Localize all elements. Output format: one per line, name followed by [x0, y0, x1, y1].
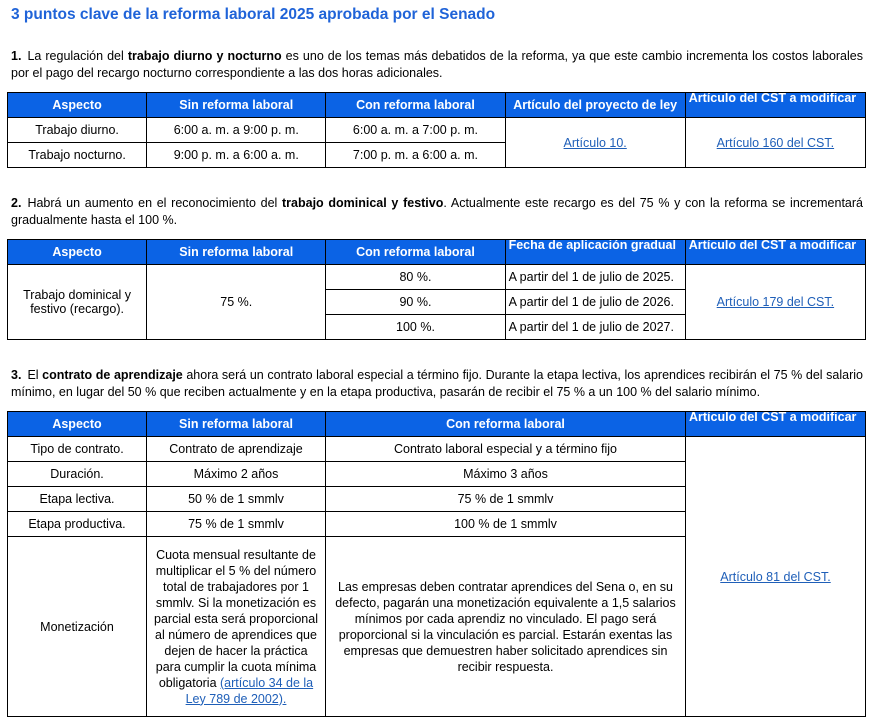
highlight: trabajo diurno y nocturno: [127, 49, 282, 63]
link-ley-789[interactable]: (artículo 34 de la Ley 789 de 2002).: [185, 675, 314, 706]
col-header: Artículo del proyecto de ley: [505, 93, 685, 118]
point-number: 1.: [11, 49, 22, 63]
col-header: Con reforma laboral: [326, 93, 505, 118]
table-row: Etapa productiva. 75 % de 1 smmlv 100 % de 1 smmlv: [8, 512, 866, 537]
col-header: Sin reforma laboral: [147, 93, 326, 118]
point-2-paragraph: 2. Habrá un aumento en el reconocimiento del trabajo dominical y festivo. Actualmente este recargo es del 75 % y con la reforma se incrementará gradualmente hasta el 100 %.: [11, 196, 863, 227]
table-row: Etapa lectiva. 50 % de 1 smmlv 75 % de 1 smmlv: [8, 487, 866, 512]
point-number: 3.: [11, 368, 22, 382]
table-row: Duración. Máximo 2 años Máximo 3 años: [8, 462, 866, 487]
table-row: Trabajo dominical y festivo (recargo). 75 %. 80 %. A partir del 1 de julio de 2025. Artículo 179 del CST.: [8, 265, 866, 290]
col-header: Sin reforma laboral: [147, 412, 326, 437]
page-title: 3 puntos clave de la reforma laboral 2025 aprobada por el Senado: [11, 6, 496, 23]
table-row: Tipo de contrato. Contrato de aprendizaje Contrato laboral especial y a término fijo Artículo 81 del CST.: [8, 437, 866, 462]
col-header: Artículo del CST a modificar: [686, 412, 866, 437]
col-header: Aspecto: [8, 412, 147, 437]
point-3-paragraph: 3. El contrato de aprendizaje ahora será un contrato laboral especial a término fijo. Durante la etapa lectiva, los aprendices recibirán el 75 % del salario mínimo, en lugar del 50 % que reciben actualmente y en la etapa productiva, pasarán de recibir el 75 % a un 100 % del salario mínimo.: [11, 368, 863, 399]
col-header: Aspecto: [8, 240, 147, 265]
col-header: Con reforma laboral: [326, 240, 505, 265]
col-header: Artículo del CST a modificar: [685, 93, 865, 118]
col-header: Fecha de aplicación gradual: [505, 240, 685, 265]
col-header: Aspecto: [8, 93, 147, 118]
point-number: 2.: [11, 196, 22, 210]
table-jornada: [7, 92, 866, 168]
col-header: Sin reforma laboral: [147, 240, 326, 265]
link-articulo-cst[interactable]: Artículo 179 del CST.: [716, 295, 835, 309]
col-header: Con reforma laboral: [326, 412, 686, 437]
col-header: Artículo del CST a modificar: [685, 240, 865, 265]
point-1-paragraph: 1. La regulación del trabajo diurno y nocturno es uno de los temas más debatidos de la reforma, ya que este cambio incrementa los costos laborales por el pago del recargo nocturno correspondiente a las dos horas adicionales.: [11, 49, 863, 80]
link-articulo-cst[interactable]: Artículo 160 del CST.: [716, 135, 835, 150]
link-articulo-cst[interactable]: Artículo 81 del CST.: [720, 569, 831, 584]
table-dominical: [7, 239, 866, 340]
table-row: 90 %. A partir del 1 de julio de 2026.: [8, 290, 866, 315]
link-articulo-proyecto[interactable]: Artículo 10.: [563, 135, 627, 150]
table-aprendizaje: [7, 411, 866, 717]
highlight: contrato de aprendizaje: [42, 368, 183, 382]
table-row: Monetización Cuota mensual resultante de multiplicar el 5 % del número total de trabajadores por 1 smmlv. Si la monetización es parcial esta será proporcional al número de aprendices que dejen de hacer la práctica para cumplir la cuota mínima obligatoria (artículo 34 de la Ley 789 de 2002). Las empresas deben contratar aprendices del Sena o, en su defecto, pagarán una monetización equivalente a 1,5 salarios mínimos por cada aprendiz no vinculado. El pago será proporcional si la vinculación es parcial. Estarán exentas las empresas que demuestren haber solicitado aprendices sin recibir respuesta.: [8, 537, 866, 717]
highlight: trabajo dominical y festivo: [282, 196, 444, 210]
table-row: Trabajo diurno. 6:00 a. m. a 9:00 p. m. 6:00 a. m. a 7:00 p. m. Artículo 10. Artículo 160 del CST.: [8, 118, 866, 143]
table-row: 100 %. A partir del 1 de julio de 2027.: [8, 315, 866, 340]
table-row: Trabajo nocturno. 9:00 p. m. a 6:00 a. m. 7:00 p. m. a 6:00 a. m.: [8, 143, 866, 168]
